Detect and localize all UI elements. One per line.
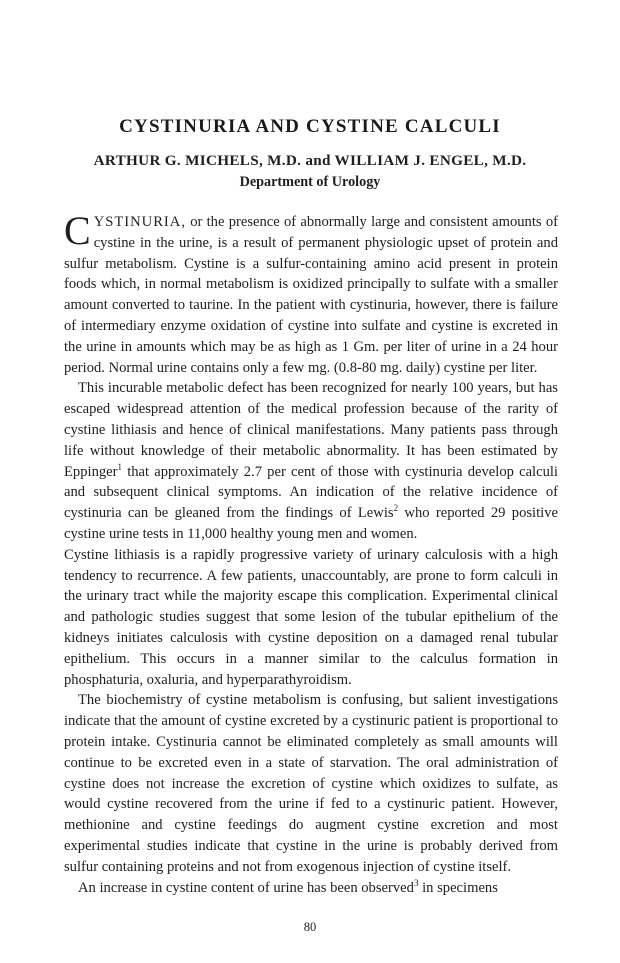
article-title: CYSTINURIA AND CYSTINE CALCULI xyxy=(119,116,501,137)
article-body xyxy=(64,208,558,898)
lead-word: YSTINURIA, xyxy=(93,214,186,230)
reference-marker-1: 1 xyxy=(117,461,122,472)
paragraph-5 xyxy=(64,878,558,899)
article-authors: ARTHUR G. MICHELS, M.D. and WILLIAM J. ENGEL, M.D. xyxy=(93,152,527,169)
paragraph-2-text-b: that approximately 2.7 per cent of those with cystinuria develop calculi and subsequent clinical symptoms. An indication of the relative incidence of cystinuria can be gleaned from the findings of Lewis xyxy=(64,463,558,522)
paragraph-2-text-a: This incurable metabolic defect has been recognized for nearly 100 years, but has escaped widespread attention of the medical profession because of the rarity of cystine lithiasis and hence of clinical manifestations. Many patients pass through life without knowledge of their metabolic abnormality. It has been estimated by Eppinger xyxy=(64,380,558,480)
paragraph-2-text-c: who reported 29 positive cystine urine tests in 11,000 healthy young men and women. xyxy=(64,505,558,542)
drop-cap: C xyxy=(64,208,91,253)
page-number: 80 xyxy=(303,920,317,934)
paragraph-1 xyxy=(64,208,558,378)
paragraph-3-text: Cystine lithiasis is a rapidly progressive variety of urinary calculosis with a high tendency to recurrence. A few patients, unaccountably, are prone to form calculi in the urinary tract while the majority escape this complication. Experimental clinical and pathologic studies suggest that some lesion of the tubular epithelium of the kidneys initiates calculosis with cystine deposition on a damaged renal tubular epithelium. This occurs in a manner similar to the calculus formation in phosphaturia, oxaluria, and hyperparathyroidism. xyxy=(64,546,558,688)
paragraph-3 xyxy=(64,545,558,691)
paragraph-1-text: or the presence of abnormally large and consistent amounts of cystine in the urine, is a result of permanent physiologic upset of protein and sulfur metabolism. Cystine is a sulfur-containing amino acid present in protein foods which, in normal metabolism is oxidized principally to sulfate with a smaller amount converted to taurine. In the patient with cystinuria, however, there is failure of intermediary enzyme oxidation of cystine into sulfate and cystine is excreted in the urine in amounts which may be as high as 1 Gm. per liter of urine in a 24 hour period. Normal urine contains only a few mg. (0.8-80 mg. daily) cystine per liter. xyxy=(64,214,558,376)
paragraph-5-text-b: in specimens xyxy=(418,879,498,896)
paragraph-4 xyxy=(64,690,558,877)
paragraph-5-text-a: An increase in cystine content of urine has been observed xyxy=(78,879,414,896)
paragraph-2 xyxy=(64,378,558,544)
reference-marker-2: 2 xyxy=(393,503,399,514)
paragraph-4-text: The biochemistry of cystine metabolism is confusing, but salient investigations indicate that the amount of cystine excreted by a cystinuric patient is proportional to protein intake. Cystinuria cannot be eliminated completely as small amounts will continue to be excreted even in a state of starvation. The oral administration of cystine does not increase the excretion of cystine which oxidizes to sulfate, as would cystine recovered from the urine if fed to a cystinuric patient. However, methionine and cystine feedings do augment cystine excretion and most experimental studies indicate that cystine in the urine is probably derived from sulfur containing proteins and not from exogenous injection of cystine itself. xyxy=(64,692,558,875)
department-line: Department of Urology xyxy=(239,174,381,190)
reference-marker-3: 3 xyxy=(413,877,419,888)
